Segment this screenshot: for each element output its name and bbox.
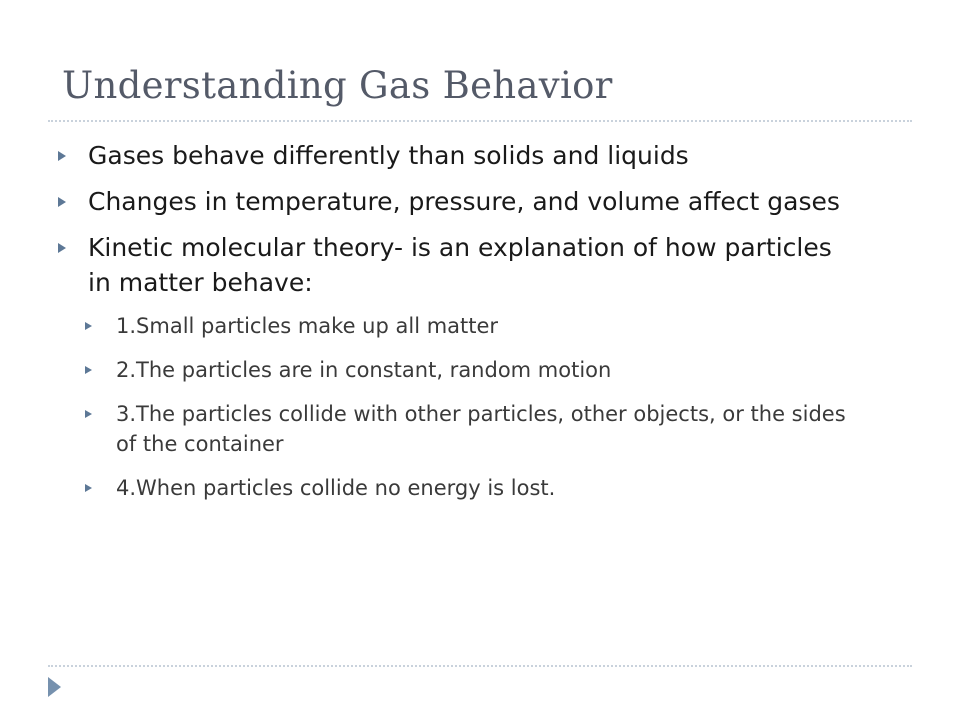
triangle-bullet-icon xyxy=(58,151,66,161)
sub-bullet-text: 3.The particles collide with other particles, other objects, or the sides of the container xyxy=(116,402,846,456)
sub-bullet-item xyxy=(58,399,858,459)
triangle-bullet-icon xyxy=(58,243,66,253)
triangle-bullet-icon xyxy=(85,366,92,374)
bullet-item xyxy=(58,138,858,173)
triangle-nav-icon[interactable] xyxy=(48,677,61,697)
triangle-bullet-icon xyxy=(85,484,92,492)
sub-bullet-item xyxy=(58,473,858,503)
sub-bullet-item xyxy=(58,311,858,341)
triangle-bullet-icon xyxy=(85,410,92,418)
bullet-list xyxy=(58,138,858,517)
sub-bullet-text: 2.The particles are in constant, random motion xyxy=(116,358,612,382)
triangle-bullet-icon xyxy=(58,197,66,207)
triangle-bullet-icon xyxy=(85,322,92,330)
bullet-item xyxy=(58,230,858,300)
bullet-item xyxy=(58,184,858,219)
bullet-text: Kinetic molecular theory- is an explanation of how particles in matter behave: xyxy=(88,233,832,297)
sub-bullet-text: 4.When particles collide no energy is lost. xyxy=(116,476,556,500)
sub-bullet-text: 1.Small particles make up all matter xyxy=(116,314,499,338)
sub-bullet-item xyxy=(58,355,858,385)
bullet-text: Changes in temperature, pressure, and volume affect gases xyxy=(88,187,840,216)
slide-title: Understanding Gas Behavior xyxy=(62,64,613,107)
bullet-text: Gases behave differently than solids and liquids xyxy=(88,141,689,170)
title-divider xyxy=(48,120,912,122)
footer-divider xyxy=(48,665,912,667)
